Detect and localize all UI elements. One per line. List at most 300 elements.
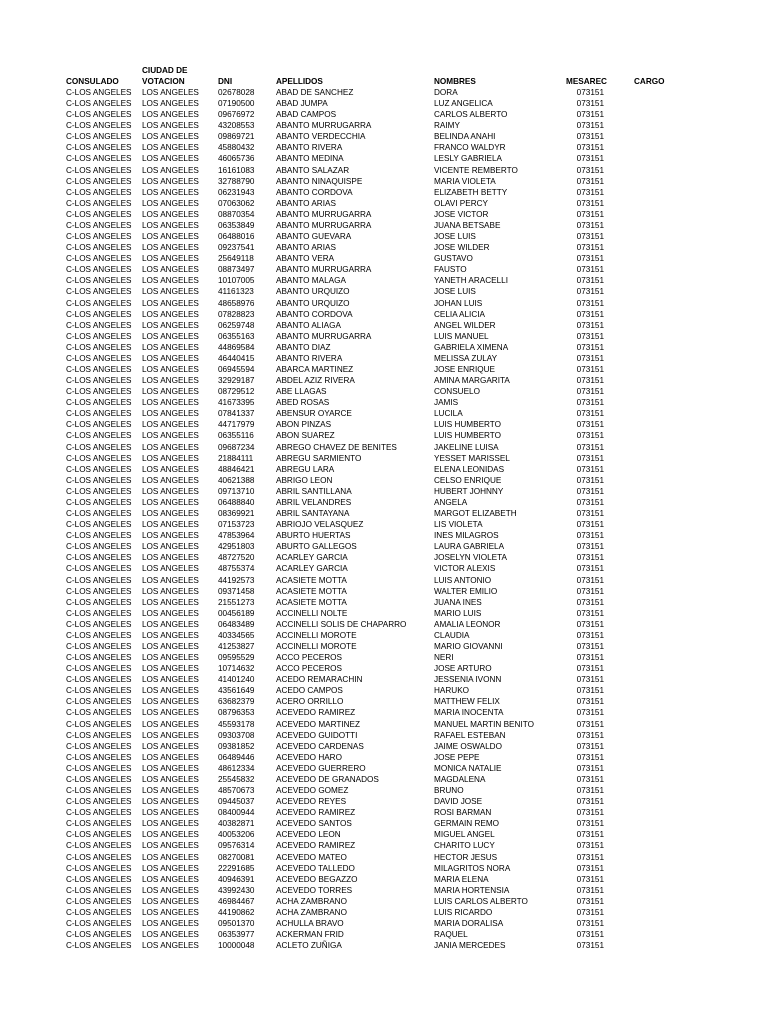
ciudad-cell: LOS ANGELES: [142, 309, 199, 319]
apellidos-cell: ACKERMAN FRID: [276, 930, 344, 940]
ciudad-cell: LOS ANGELES: [142, 209, 199, 219]
table-row: [0, 641, 768, 652]
dni-cell: 44192573: [218, 575, 255, 585]
ciudad-cell: LOS ANGELES: [142, 642, 199, 651]
mesarec-cell: 073151: [576, 719, 604, 729]
dni-cell: 08270081: [218, 852, 255, 862]
nombres-cell: MARIA ELENA: [434, 874, 489, 884]
dni-cell: 40621388: [218, 475, 255, 485]
dni-cell: 09576314: [218, 841, 255, 851]
consulado-cell: C-LOS ANGELES: [66, 542, 132, 552]
dni-cell: 48755374: [218, 564, 255, 574]
nombres-cell: LUIS ANTONIO: [434, 575, 492, 585]
table-row: [0, 774, 768, 785]
mesarec-cell: 073151: [576, 165, 604, 175]
table-row: [0, 375, 768, 386]
mesarec-cell: 073151: [576, 265, 604, 275]
consulado-cell: C-LOS ANGELES: [66, 509, 132, 519]
dni-cell: 09237541: [218, 243, 255, 253]
apellidos-cell: ABRIGO LEON: [276, 475, 333, 485]
ciudad-cell: LOS ANGELES: [142, 896, 199, 906]
consulado-cell: C-LOS ANGELES: [66, 409, 132, 419]
mesarec-cell: 073151: [576, 486, 604, 496]
dni-cell: 10714632: [218, 664, 255, 674]
apellidos-cell: ACEVEDO REYES: [276, 797, 347, 807]
mesarec-cell: 073151: [576, 110, 604, 120]
nombres-cell: JOSE LUIS: [434, 232, 476, 242]
header-cargo: CARGO: [634, 77, 665, 86]
ciudad-cell: LOS ANGELES: [142, 907, 199, 917]
consulado-cell: C-LOS ANGELES: [66, 298, 132, 308]
apellidos-cell: ACEVEDO TORRES: [276, 885, 353, 895]
table-row: [0, 386, 768, 397]
consulado-cell: C-LOS ANGELES: [66, 398, 132, 408]
ciudad-cell: LOS ANGELES: [142, 730, 199, 740]
ciudad-cell: LOS ANGELES: [142, 841, 199, 851]
consulado-cell: C-LOS ANGELES: [66, 741, 132, 751]
consulado-cell: C-LOS ANGELES: [66, 786, 132, 796]
consulado-cell: C-LOS ANGELES: [66, 575, 132, 585]
ciudad-cell: LOS ANGELES: [142, 819, 199, 829]
table-row: [0, 940, 768, 951]
mesarec-cell: 073151: [576, 653, 604, 663]
ciudad-cell: LOS ANGELES: [142, 376, 199, 386]
table-row: [0, 120, 768, 131]
nombres-cell: ANGELA: [434, 497, 468, 507]
dni-cell: 16161083: [218, 165, 255, 175]
nombres-cell: JUANA INES: [434, 597, 482, 607]
mesarec-cell: 073151: [576, 187, 604, 197]
mesarec-cell: 073151: [576, 896, 604, 906]
consulado-cell: C-LOS ANGELES: [66, 320, 132, 330]
dni-cell: 09869721: [218, 132, 255, 142]
consulado-cell: C-LOS ANGELES: [66, 630, 132, 640]
apellidos-cell: ACASIETE MOTTA: [276, 575, 347, 585]
nombres-cell: RAQUEL: [434, 930, 468, 940]
mesarec-cell: 073151: [576, 420, 604, 430]
mesarec-cell: 073151: [576, 442, 604, 452]
table-row: [0, 209, 768, 220]
mesarec-cell: 073151: [576, 797, 604, 807]
mesarec-cell: 073151: [576, 376, 604, 386]
table-row: [0, 486, 768, 497]
mesarec-cell: 073151: [576, 708, 604, 718]
ciudad-cell: LOS ANGELES: [142, 187, 199, 197]
consulado-cell: C-LOS ANGELES: [66, 608, 132, 618]
consulado-cell: C-LOS ANGELES: [66, 531, 132, 541]
mesarec-cell: 073151: [576, 132, 604, 142]
apellidos-cell: ABANTO MURRUGARRA: [276, 121, 372, 131]
dni-cell: 06355116: [218, 431, 254, 441]
ciudad-cell: LOS ANGELES: [142, 752, 199, 762]
consulado-cell: C-LOS ANGELES: [66, 243, 132, 253]
mesarec-cell: 073151: [576, 254, 604, 264]
consulado-cell: C-LOS ANGELES: [66, 808, 132, 818]
apellidos-cell: ABRIOJO VELASQUEZ: [276, 520, 364, 530]
apellidos-cell: ABRIL VELANDRES: [276, 497, 352, 507]
ciudad-cell: LOS ANGELES: [142, 686, 199, 696]
header-ciudad-line2: VOTACION: [142, 77, 185, 86]
consulado-cell: C-LOS ANGELES: [66, 232, 132, 242]
ciudad-cell: LOS ANGELES: [142, 509, 199, 519]
apellidos-cell: ABANTO MURRUGARRA: [276, 331, 372, 341]
ciudad-cell: LOS ANGELES: [142, 99, 199, 109]
nombres-cell: JOSE WILDER: [434, 243, 490, 253]
mesarec-cell: 073151: [576, 276, 604, 286]
table-row: [0, 309, 768, 320]
nombres-cell: JOSE VICTOR: [434, 209, 489, 219]
mesarec-cell: 073151: [576, 331, 604, 341]
ciudad-cell: LOS ANGELES: [142, 387, 199, 397]
apellidos-cell: ABANTO URQUIZO: [276, 298, 350, 308]
mesarec-cell: 073151: [576, 941, 604, 951]
nombres-cell: MATTHEW FELIX: [434, 697, 500, 707]
mesarec-cell: 073151: [576, 121, 604, 131]
nombres-cell: ELIZABETH BETTY: [434, 187, 508, 197]
dni-cell: 45880432: [218, 143, 255, 153]
nombres-cell: FAUSTO: [434, 265, 467, 275]
dni-cell: 46440415: [218, 353, 255, 363]
ciudad-cell: LOS ANGELES: [142, 276, 199, 286]
table-row: [0, 298, 768, 309]
table-row: [0, 464, 768, 475]
mesarec-cell: 073151: [576, 930, 604, 940]
consulado-cell: C-LOS ANGELES: [66, 121, 132, 131]
consulado-cell: C-LOS ANGELES: [66, 642, 132, 651]
mesarec-cell: 073151: [576, 509, 604, 519]
nombres-cell: BRUNO: [434, 786, 464, 796]
mesarec-cell: 073151: [576, 608, 604, 618]
ciudad-cell: LOS ANGELES: [142, 121, 199, 131]
nombres-cell: JOSE ENRIQUE: [434, 365, 495, 374]
table-row: [0, 275, 768, 286]
table-row: [0, 563, 768, 574]
dni-cell: 06353977: [218, 930, 255, 940]
ciudad-cell: LOS ANGELES: [142, 586, 199, 596]
ciudad-cell: LOS ANGELES: [142, 453, 199, 463]
ciudad-cell: LOS ANGELES: [142, 885, 199, 895]
consulado-cell: C-LOS ANGELES: [66, 143, 132, 153]
apellidos-cell: ABARCA MARTINEZ: [276, 365, 354, 374]
dni-cell: 06488016: [218, 232, 255, 242]
table-row: [0, 663, 768, 674]
table-row: [0, 342, 768, 353]
consulado-cell: C-LOS ANGELES: [66, 719, 132, 729]
apellidos-cell: ACEVEDO MATEO: [276, 852, 347, 862]
ciudad-cell: LOS ANGELES: [142, 575, 199, 585]
ciudad-cell: LOS ANGELES: [142, 331, 199, 341]
consulado-cell: C-LOS ANGELES: [66, 874, 132, 884]
nombres-cell: JAKELINE LUISA: [434, 442, 499, 452]
nombres-cell: BELINDA ANAHI: [434, 132, 496, 142]
consulado-cell: C-LOS ANGELES: [66, 287, 132, 297]
apellidos-cell: ACARLEY GARCIA: [276, 553, 348, 563]
consulado-cell: C-LOS ANGELES: [66, 708, 132, 718]
apellidos-cell: ACEVEDO MARTINEZ: [276, 719, 361, 729]
ciudad-cell: LOS ANGELES: [142, 431, 199, 441]
ciudad-cell: LOS ANGELES: [142, 165, 199, 175]
mesarec-cell: 073151: [576, 520, 604, 530]
mesarec-cell: 073151: [576, 309, 604, 319]
nombres-cell: AMALIA LEONOR: [434, 619, 501, 629]
ciudad-cell: LOS ANGELES: [142, 520, 199, 530]
mesarec-cell: 073151: [576, 398, 604, 408]
consulado-cell: C-LOS ANGELES: [66, 475, 132, 485]
table-row: [0, 541, 768, 552]
ciudad-cell: LOS ANGELES: [142, 220, 199, 230]
dni-cell: 07841337: [218, 409, 255, 419]
nombres-cell: MARIA DORALISA: [434, 919, 504, 928]
table-row: [0, 807, 768, 818]
ciudad-cell: LOS ANGELES: [142, 342, 199, 352]
mesarec-cell: 073151: [576, 808, 604, 818]
nombres-cell: JAMIS: [434, 398, 459, 408]
nombres-cell: MONICA NATALIE: [434, 763, 502, 773]
dni-cell: 63682379: [218, 697, 255, 707]
dni-cell: 45593178: [218, 719, 255, 729]
apellidos-cell: ABANTO SALAZAR: [276, 165, 350, 175]
consulado-cell: C-LOS ANGELES: [66, 797, 132, 807]
table-row: [0, 630, 768, 641]
consulado-cell: C-LOS ANGELES: [66, 586, 132, 596]
nombres-cell: RAIMY: [434, 121, 460, 131]
table-row: [0, 586, 768, 597]
dni-cell: 06489446: [218, 752, 255, 762]
consulado-cell: C-LOS ANGELES: [66, 841, 132, 851]
apellidos-cell: ACASIETE MOTTA: [276, 586, 347, 596]
dni-cell: 08870354: [218, 209, 255, 219]
table-row: [0, 231, 768, 242]
mesarec-cell: 073151: [576, 919, 604, 928]
ciudad-cell: LOS ANGELES: [142, 88, 199, 97]
mesarec-cell: 073151: [576, 209, 604, 219]
nombres-cell: JOSE LUIS: [434, 287, 476, 297]
table-row: [0, 453, 768, 464]
nombres-cell: MARGOT ELIZABETH: [434, 509, 517, 519]
ciudad-cell: LOS ANGELES: [142, 243, 199, 253]
nombres-cell: GABRIELA XIMENA: [434, 342, 509, 352]
nombres-cell: ELENA LEONIDAS: [434, 464, 505, 474]
dni-cell: 44869584: [218, 342, 255, 352]
dni-cell: 43992430: [218, 885, 255, 895]
mesarec-cell: 073151: [576, 885, 604, 895]
table-row: [0, 364, 768, 375]
nombres-cell: DAVID JOSE: [434, 797, 483, 807]
ciudad-cell: LOS ANGELES: [142, 808, 199, 818]
ciudad-cell: LOS ANGELES: [142, 409, 199, 419]
dni-cell: 06945594: [218, 365, 255, 374]
nombres-cell: LUIS HUMBERTO: [434, 431, 502, 441]
mesarec-cell: 073151: [576, 88, 604, 97]
ciudad-cell: LOS ANGELES: [142, 874, 199, 884]
mesarec-cell: 073151: [576, 475, 604, 485]
table-row: [0, 696, 768, 707]
header-consulado: CONSULADO: [66, 77, 119, 86]
apellidos-cell: ACCO PECEROS: [276, 664, 342, 674]
apellidos-cell: ACEVEDO TALLEDO: [276, 863, 355, 873]
table-row: [0, 863, 768, 874]
consulado-cell: C-LOS ANGELES: [66, 819, 132, 829]
table-row: [0, 896, 768, 907]
mesarec-cell: 073151: [576, 730, 604, 740]
mesarec-cell: 073151: [576, 365, 604, 374]
table-row: [0, 530, 768, 541]
ciudad-cell: LOS ANGELES: [142, 110, 199, 120]
table-row: [0, 242, 768, 253]
dni-cell: 44190862: [218, 907, 255, 917]
ciudad-cell: LOS ANGELES: [142, 287, 199, 297]
nombres-cell: LUIS MANUEL: [434, 331, 489, 341]
consulado-cell: C-LOS ANGELES: [66, 431, 132, 441]
ciudad-cell: LOS ANGELES: [142, 542, 199, 552]
apellidos-cell: ACEVEDO GUERRERO: [276, 763, 366, 773]
nombres-cell: JANIA MERCEDES: [434, 941, 506, 951]
apellidos-cell: ABRIL SANTILLANA: [276, 486, 352, 496]
mesarec-cell: 073151: [576, 232, 604, 242]
dni-cell: 22291685: [218, 863, 255, 873]
nombres-cell: INES MILAGROS: [434, 531, 499, 541]
mesarec-cell: 073151: [576, 154, 604, 164]
table-row: [0, 131, 768, 142]
table-row: [0, 176, 768, 187]
table-row: [0, 165, 768, 176]
dni-cell: 06488840: [218, 497, 255, 507]
nombres-cell: LUIS RICARDO: [434, 907, 493, 917]
nombres-cell: JOSE ARTURO: [434, 664, 492, 674]
ciudad-cell: LOS ANGELES: [142, 132, 199, 142]
dni-cell: 09713710: [218, 486, 255, 496]
dni-cell: 00456189: [218, 608, 255, 618]
apellidos-cell: ACCINELLI NOLTE: [276, 608, 348, 618]
mesarec-cell: 073151: [576, 243, 604, 253]
consulado-cell: C-LOS ANGELES: [66, 675, 132, 685]
table-row: [0, 286, 768, 297]
dni-cell: 09595529: [218, 653, 255, 663]
mesarec-cell: 073151: [576, 852, 604, 862]
table-row: [0, 253, 768, 264]
consulado-cell: C-LOS ANGELES: [66, 165, 132, 175]
mesarec-cell: 073151: [576, 464, 604, 474]
dni-cell: 25545832: [218, 774, 255, 784]
consulado-cell: C-LOS ANGELES: [66, 774, 132, 784]
apellidos-cell: ABANTO MURRUGARRA: [276, 265, 372, 275]
apellidos-cell: ABAD DE SANCHEZ: [276, 88, 354, 97]
nombres-cell: LUCILA: [434, 409, 463, 419]
table-row: [0, 153, 768, 164]
consulado-cell: C-LOS ANGELES: [66, 896, 132, 906]
apellidos-cell: ABANTO ARIAS: [276, 243, 336, 253]
mesarec-cell: 073151: [576, 387, 604, 397]
nombres-cell: CHARITO LUCY: [434, 841, 495, 851]
ciudad-cell: LOS ANGELES: [142, 797, 199, 807]
ciudad-cell: LOS ANGELES: [142, 464, 199, 474]
ciudad-cell: LOS ANGELES: [142, 553, 199, 563]
dni-cell: 09371458: [218, 586, 255, 596]
ciudad-cell: LOS ANGELES: [142, 254, 199, 264]
ciudad-cell: LOS ANGELES: [142, 653, 199, 663]
mesarec-cell: 073151: [576, 686, 604, 696]
apellidos-cell: ABANTO DIAZ: [276, 342, 331, 352]
dni-cell: 41401240: [218, 675, 255, 685]
dni-cell: 08400944: [218, 808, 255, 818]
ciudad-cell: LOS ANGELES: [142, 232, 199, 242]
apellidos-cell: ACARLEY GARCIA: [276, 564, 348, 574]
dni-cell: 25649118: [218, 254, 254, 264]
consulado-cell: C-LOS ANGELES: [66, 919, 132, 928]
mesarec-cell: 073151: [576, 220, 604, 230]
dni-cell: 40334565: [218, 630, 255, 640]
consulado-cell: C-LOS ANGELES: [66, 220, 132, 230]
mesarec-cell: 073151: [576, 542, 604, 552]
dni-cell: 41161323: [218, 287, 254, 297]
dni-cell: 10107005: [218, 276, 255, 286]
consulado-cell: C-LOS ANGELES: [66, 353, 132, 363]
apellidos-cell: ABURTO HUERTAS: [276, 531, 351, 541]
ciudad-cell: LOS ANGELES: [142, 697, 199, 707]
mesarec-cell: 073151: [576, 342, 604, 352]
apellidos-cell: ACCINELLI SOLIS DE CHAPARRO: [276, 619, 407, 629]
dni-cell: 08796353: [218, 708, 255, 718]
mesarec-cell: 073151: [576, 774, 604, 784]
mesarec-cell: 073151: [576, 907, 604, 917]
mesarec-cell: 073151: [576, 874, 604, 884]
ciudad-cell: LOS ANGELES: [142, 863, 199, 873]
dni-cell: 07190500: [218, 99, 255, 109]
apellidos-cell: ACCINELLI MOROTE: [276, 630, 357, 640]
apellidos-cell: ACEDO CAMPOS: [276, 686, 343, 696]
consulado-cell: C-LOS ANGELES: [66, 420, 132, 430]
dni-cell: 48727520: [218, 553, 255, 563]
consulado-cell: C-LOS ANGELES: [66, 464, 132, 474]
table-row: [0, 907, 768, 918]
consulado-cell: C-LOS ANGELES: [66, 497, 132, 507]
mesarec-cell: 073151: [576, 752, 604, 762]
nombres-cell: YESSET MARISSEL: [434, 453, 510, 463]
nombres-cell: GUSTAVO: [434, 254, 473, 264]
dni-cell: 40382871: [218, 819, 255, 829]
ciudad-cell: LOS ANGELES: [142, 475, 199, 485]
consulado-cell: C-LOS ANGELES: [66, 331, 132, 341]
ciudad-cell: LOS ANGELES: [142, 398, 199, 408]
consulado-cell: C-LOS ANGELES: [66, 110, 132, 120]
dni-cell: 09381852: [218, 741, 255, 751]
dni-cell: 46984467: [218, 896, 255, 906]
table-row: [0, 497, 768, 508]
consulado-cell: C-LOS ANGELES: [66, 653, 132, 663]
table-row: [0, 331, 768, 342]
table-row: [0, 198, 768, 209]
nombres-cell: LESLY GABRIELA: [434, 154, 502, 164]
header-ciudad-line1: CIUDAD DE: [142, 66, 188, 75]
ciudad-cell: LOS ANGELES: [142, 420, 199, 430]
mesarec-cell: 073151: [576, 298, 604, 308]
header-dni: DNI: [218, 77, 233, 86]
table-row: [0, 874, 768, 885]
nombres-cell: HUBERT JOHNNY: [434, 486, 504, 496]
dni-cell: 08729512: [218, 387, 255, 397]
mesarec-cell: 073151: [576, 198, 604, 208]
ciudad-cell: LOS ANGELES: [142, 486, 199, 496]
nombres-cell: CELIA ALICIA: [434, 309, 485, 319]
nombres-cell: YANETH ARACELLI: [434, 276, 509, 286]
mesarec-cell: 073151: [576, 287, 604, 297]
nombres-cell: MILAGRITOS NORA: [434, 863, 511, 873]
nombres-cell: LAURA GABRIELA: [434, 542, 505, 552]
consulado-cell: C-LOS ANGELES: [66, 885, 132, 895]
mesarec-cell: 073151: [576, 143, 604, 153]
dni-cell: 48658976: [218, 298, 255, 308]
table-row: [0, 608, 768, 619]
